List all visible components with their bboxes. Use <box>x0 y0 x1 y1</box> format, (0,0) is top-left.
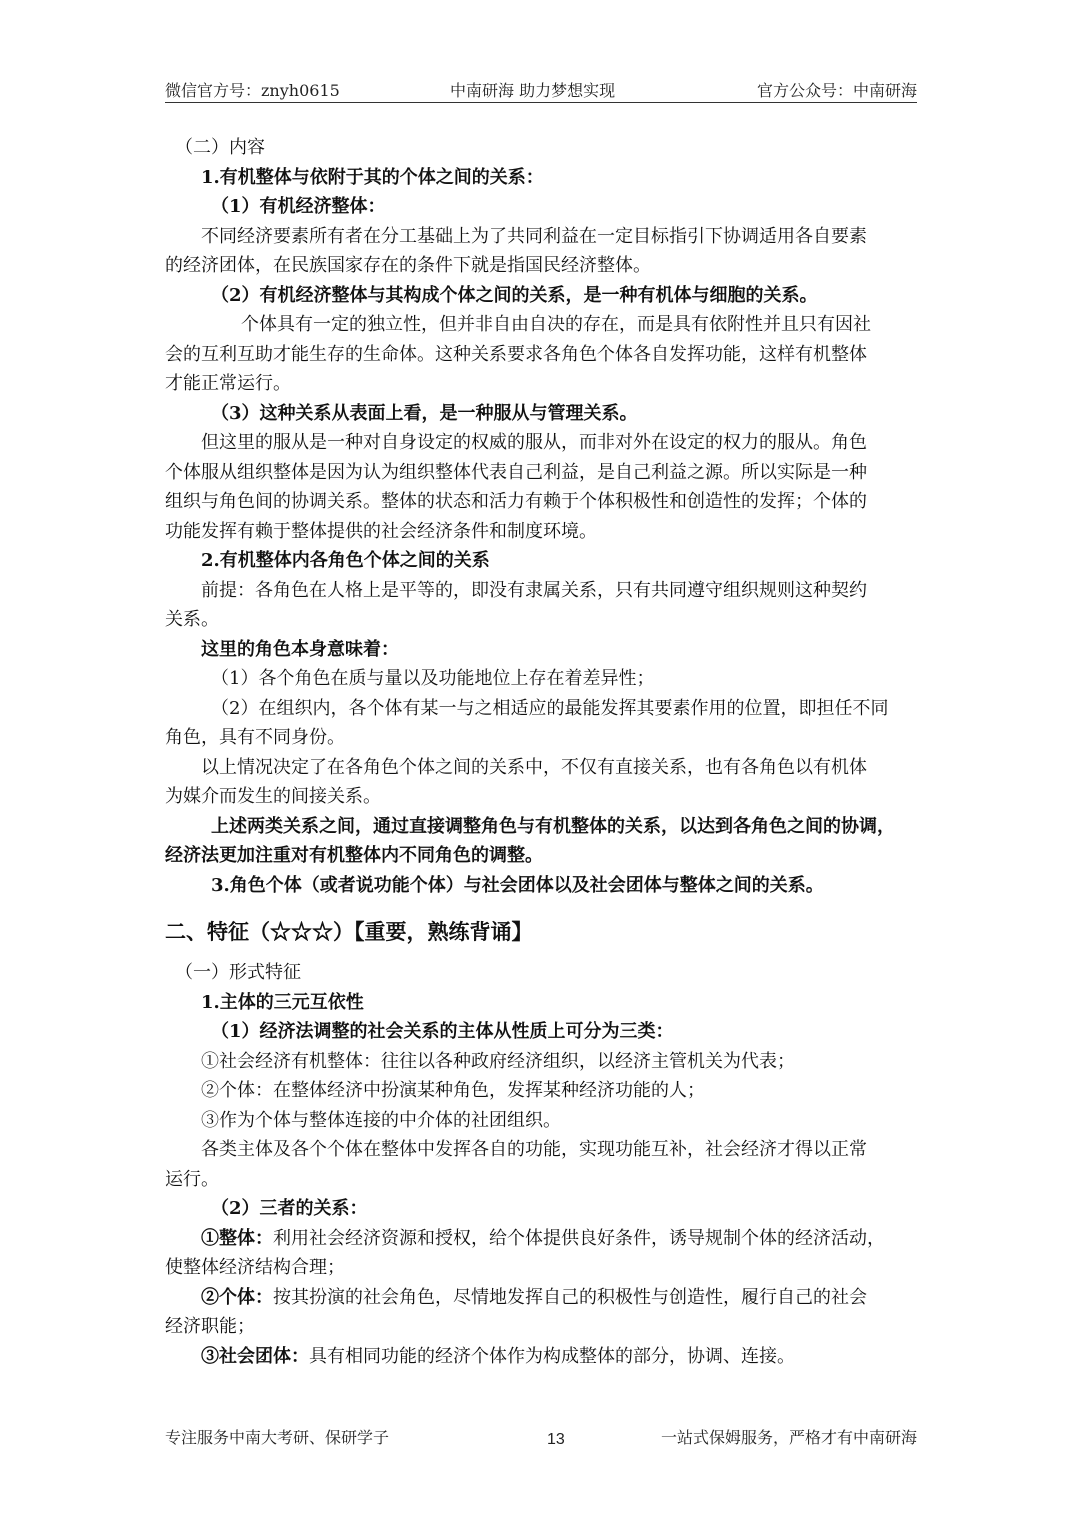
paragraph-line: 经济法更加注重对有机整体内不同角色的调整。 <box>165 845 543 866</box>
paragraph-line: 会的互利互助才能生存的生命体。这种关系要求各角色个体各自发挥功能，这样有机整体 <box>165 343 867 365</box>
paragraph-line: 角色，具有不同身份。 <box>165 727 345 748</box>
list-item: ①社会经济有机整体：往往以各种政府经济组织，以经济主管机关为代表； <box>201 1050 795 1072</box>
paragraph-line: 前提：各角色在人格上是平等的，即没有隶属关系，只有共同遵守组织规则这种契约 <box>201 579 867 601</box>
paragraph-line: 运行。 <box>165 1168 219 1190</box>
list-item: ③作为个体与整体连接的中介体的社团组织。 <box>201 1109 561 1131</box>
subitem-heading: 这里的角色本身意味着： <box>201 638 399 660</box>
paragraph-line: 使整体经济结构合理； <box>165 1257 345 1278</box>
subitem-heading: （3）这种关系从表面上看，是一种服从与管理关系。 <box>211 402 638 424</box>
paragraph-line: 经济职能； <box>165 1316 255 1337</box>
header-divider <box>165 102 917 103</box>
item-heading: 2.有机整体内各角色个体之间的关系 <box>201 550 490 571</box>
list-item <box>165 1342 917 1372</box>
subitem-heading: （2）三者的关系： <box>211 1198 368 1219</box>
paragraph-line: 功能发挥有赖于整体提供的社会经济条件和制度环境。 <box>165 520 597 542</box>
paragraph-line: 各类主体及各个个体在整体中发挥各自的功能，实现功能互补，社会经济才得以正常 <box>201 1139 867 1160</box>
subitem-heading: （1）经济法调整的社会关系的主体从性质上可分为三类： <box>211 1021 674 1042</box>
list-item <box>165 1283 917 1313</box>
subitem-heading: （1）有机经济整体： <box>211 196 386 217</box>
list-item-term: ③社会团体： <box>201 1345 309 1367</box>
page-footer <box>165 1425 917 1451</box>
footer-tagline-right: 一站式保姆服务，严格才有中南研海 <box>660 1428 917 1447</box>
footer-tagline-left: 专注服务中南大考研、保研学子 <box>165 1428 390 1447</box>
list-item-text: 利用社会经济资源和授权，给个体提供良好条件，诱导规制个体的经济活动， <box>273 1227 885 1249</box>
paragraph-line: 的经济团体，在民族国家存在的条件下就是指国民经济整体。 <box>165 255 651 276</box>
paragraph-line: 以上情况决定了在各角色个体之间的关系中，不仅有直接关系，也有各角色以有机体 <box>201 756 867 778</box>
paragraph-line: 个体具有一定的独立性，但并非自由自决的存在，而是具有依附性并且只有因社 <box>241 314 871 335</box>
page-header <box>165 78 917 104</box>
item-heading: 1.有机整体与依附于其的个体之间的关系： <box>201 166 544 188</box>
page-number: 13 <box>547 1431 565 1448</box>
item-heading: 3.角色个体（或者说功能个体）与社会团体以及社会团体与整体之间的关系。 <box>211 874 824 896</box>
list-item-text: 具有相同功能的经济个体作为构成整体的部分，协调、连接。 <box>309 1345 795 1367</box>
page-body <box>165 133 917 1371</box>
header-slogan: 中南研海 助力梦想实现 <box>450 81 616 100</box>
paragraph-line: 为媒介而发生的间接关系。 <box>165 786 381 807</box>
subsection-heading: （二）内容 <box>175 137 265 158</box>
header-official-account: 官方公众号：中南研海 <box>756 81 917 100</box>
list-item-text: 按其扮演的社会角色，尽情地发挥自己的积极性与创造性，履行自己的社会 <box>273 1286 867 1308</box>
subitem-heading: （2）有机经济整体与其构成个体之间的关系，是一种有机体与细胞的关系。 <box>211 284 818 306</box>
paragraph-line: 才能正常运行。 <box>165 373 291 394</box>
subsection-heading: （一）形式特征 <box>175 962 301 983</box>
paragraph-line: 组织与角色间的协调关系。整体的状态和活力有赖于个体积极性和创造性的发挥；个体的 <box>165 491 867 512</box>
list-item: （1）各个角色在质与量以及功能地位上存在着差异性； <box>211 668 655 689</box>
item-heading: 1.主体的三元互依性 <box>201 991 364 1013</box>
list-item-term: ②个体： <box>201 1286 273 1308</box>
section-heading: 二、特征（☆☆☆）【重要，熟练背诵】 <box>165 919 533 944</box>
paragraph-line: 不同经济要素所有者在分工基础上为了共同利益在一定目标指引下协调适用各自要素 <box>201 225 867 247</box>
header-wechat-id: 微信官方号：znyh0615 <box>165 81 340 100</box>
paragraph-line: 个体服从组织整体是因为认为组织整体代表自己利益，是自己利益之源。所以实际是一种 <box>165 461 867 483</box>
paragraph-line: 上述两类关系之间，通过直接调整角色与有机整体的关系，以达到各角色之间的协调， <box>211 815 895 837</box>
list-item: （2）在组织内，各个体有某一与之相适应的最能发挥其要素作用的位置，即担任不同 <box>211 697 889 719</box>
paragraph-line: 关系。 <box>165 609 219 630</box>
list-item-term: ①整体： <box>201 1227 273 1249</box>
paragraph-line: 但这里的服从是一种对自身设定的权威的服从，而非对外在设定的权力的服从。角色 <box>201 432 867 453</box>
list-item <box>165 1224 917 1254</box>
list-item: ②个体：在整体经济中扮演某种角色，发挥某种经济功能的人； <box>201 1080 705 1101</box>
